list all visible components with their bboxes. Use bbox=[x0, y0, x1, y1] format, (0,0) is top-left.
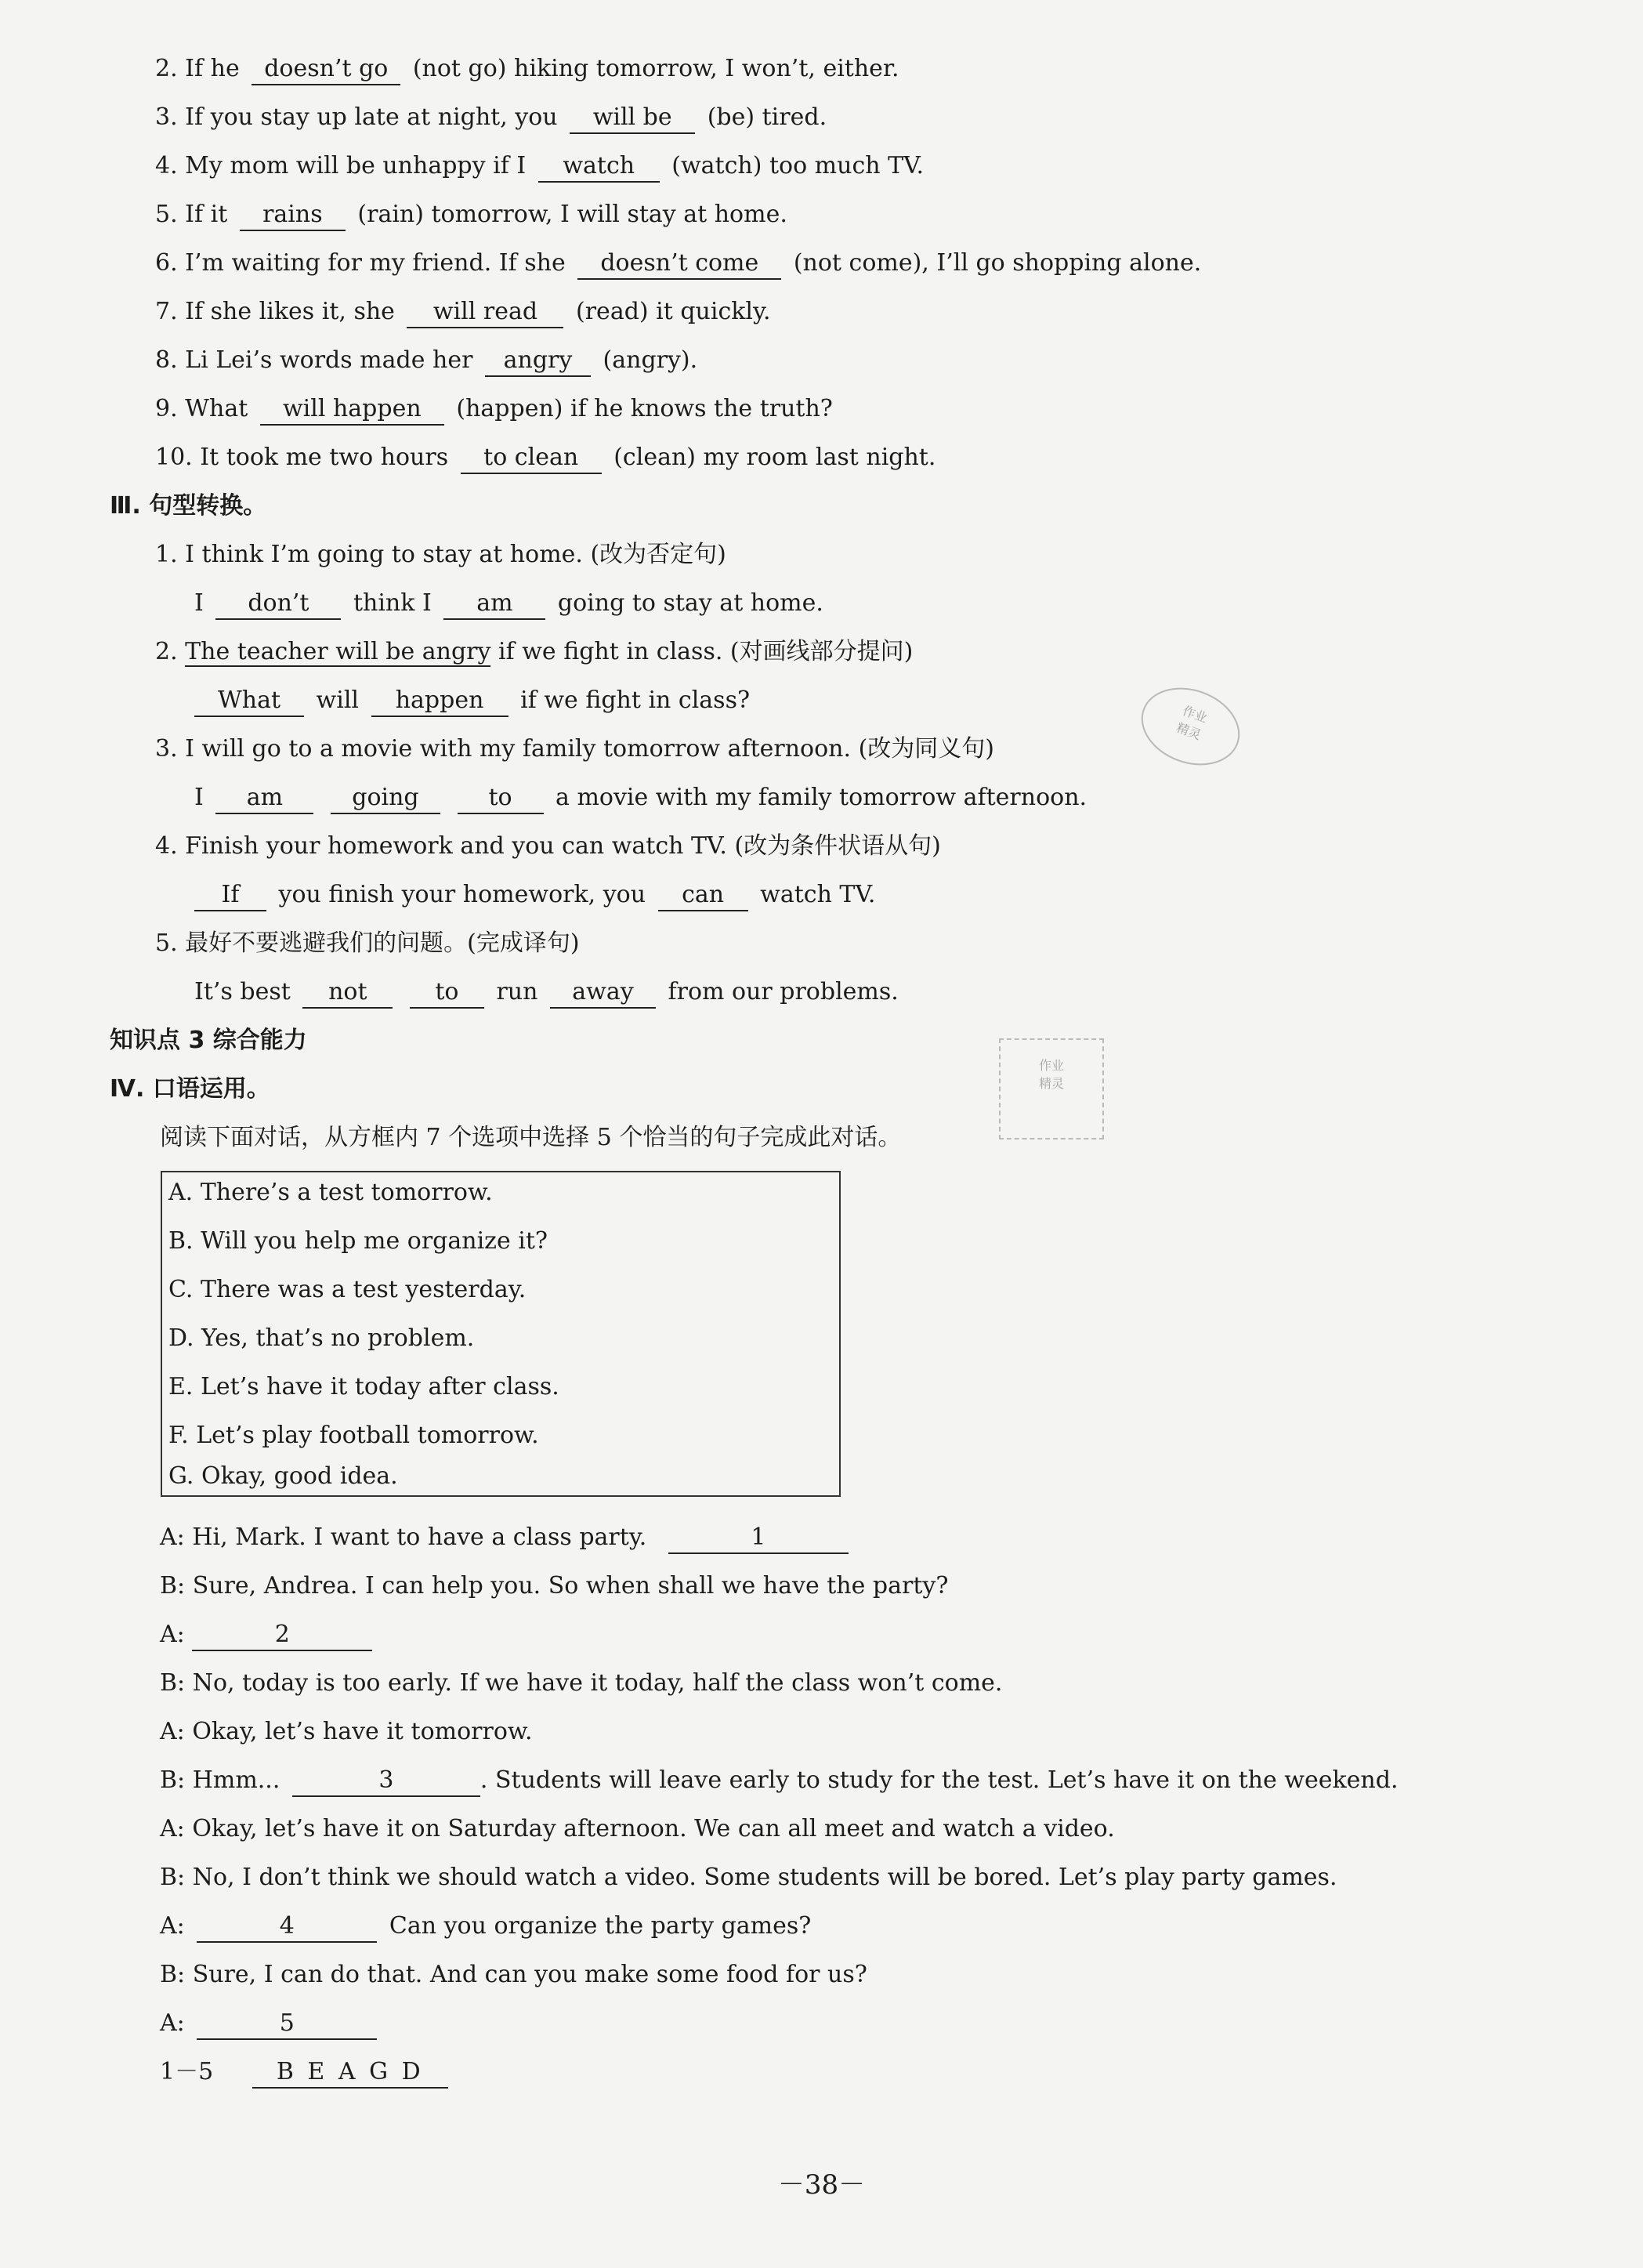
answer-blank: am bbox=[215, 783, 313, 814]
dialogue-line-6: B: Hmm... 3 . Students will leave early to study for the test. Let’s have it on the weekend. bbox=[160, 1763, 1398, 1798]
answer-blank-1: 1 bbox=[668, 1523, 849, 1554]
answer-blank: to bbox=[458, 783, 544, 814]
answer-blank: not bbox=[302, 977, 393, 1009]
answer-blank: to clean bbox=[461, 443, 602, 474]
answer-blank: rains bbox=[240, 200, 346, 231]
answer-blank-2: 2 bbox=[192, 1620, 372, 1651]
answer-blank: happen bbox=[371, 686, 508, 717]
transform-q2-answer: What will happen if we fight in class? bbox=[194, 683, 750, 718]
dialogue-line-2: B: Sure, Andrea. I can help you. So when shall we have the party? bbox=[160, 1572, 949, 1600]
dialogue-line-5: A: Okay, let’s have it tomorrow. bbox=[160, 1718, 533, 1745]
knowledge-point-heading: 知识点 3 综合能力 bbox=[110, 1027, 307, 1054]
answer-blank-5: 5 bbox=[197, 2009, 377, 2040]
answer-blank: am bbox=[443, 589, 545, 620]
underlined-phrase: The teacher will be angry bbox=[185, 638, 491, 665]
answer-blank: doesn’t come bbox=[577, 248, 781, 280]
answer-blank: away bbox=[550, 977, 656, 1009]
exercise-item-5: 5. If it rains (rain) tomorrow, I will stay at home. bbox=[155, 197, 787, 232]
transform-q1: 1. I think I’m going to stay at home. (改为否定句) bbox=[155, 541, 726, 568]
exercise-item-4: 4. My mom will be unhappy if I watch (watch) too much TV. bbox=[155, 149, 924, 183]
answer-blank: What bbox=[194, 686, 304, 717]
transform-q5: 5. 最好不要逃避我们的问题。(完成译句) bbox=[155, 929, 580, 957]
answer-blank: will be bbox=[570, 103, 695, 134]
dialogue-line-11: A: 5 bbox=[160, 2006, 382, 2041]
exercise-item-7: 7. If she likes it, she will read (read) it quickly. bbox=[155, 295, 771, 329]
option-d: D. Yes, that’s no problem. bbox=[168, 1324, 475, 1352]
dialogue-line-7: A: Okay, let’s have it on Saturday afternoon. We can all meet and watch a video. bbox=[160, 1815, 1115, 1842]
transform-q5-answer: It’s best not to run away from our problems. bbox=[194, 975, 899, 1009]
dialogue-line-4: B: No, today is too early. If we have it today, half the class won’t come. bbox=[160, 1669, 1003, 1697]
answer-key: B E A G D bbox=[252, 2057, 448, 2089]
answer-summary: 1－5 B E A G D bbox=[160, 2055, 453, 2089]
page-number: －38－ bbox=[777, 2169, 866, 2201]
watermark-stamp: 作业 精灵 bbox=[999, 1038, 1104, 1139]
answer-blank: watch bbox=[538, 151, 660, 183]
transform-q4: 4. Finish your homework and you can watch TV. (改为条件状语从句) bbox=[155, 832, 941, 860]
option-f: F. Let’s play football tomorrow. bbox=[168, 1422, 539, 1449]
option-b: B. Will you help me organize it? bbox=[168, 1227, 548, 1255]
answer-blank: going bbox=[331, 783, 440, 814]
answer-blank-4: 4 bbox=[197, 1911, 377, 1943]
answer-blank: can bbox=[658, 880, 748, 911]
dialogue-line-10: B: Sure, I can do that. And can you make some food for us? bbox=[160, 1961, 867, 1988]
option-a: A. There’s a test tomorrow. bbox=[168, 1179, 493, 1206]
answer-blank: will happen bbox=[260, 394, 444, 426]
answer-blank: doesn’t go bbox=[252, 54, 400, 85]
option-e: E. Let’s have it today after class. bbox=[168, 1373, 559, 1400]
answer-blank: If bbox=[194, 880, 266, 911]
section-4-instruction: 阅读下面对话，从方框内 7 个选项中选择 5 个恰当的句子完成此对话。 bbox=[160, 1124, 902, 1151]
option-c: C. There was a test yesterday. bbox=[168, 1276, 527, 1303]
exercise-item-10: 10. It took me two hours to clean (clean) my room last night. bbox=[155, 440, 935, 475]
section-3-heading: Ⅲ. 句型转换。 bbox=[110, 492, 267, 520]
option-g: G. Okay, good idea. bbox=[168, 1462, 398, 1490]
answer-blank: angry bbox=[485, 346, 591, 377]
answer-blank: to bbox=[410, 977, 484, 1009]
options-box bbox=[161, 1171, 841, 1497]
transform-q4-answer: If you finish your homework, you can watch TV. bbox=[194, 878, 875, 912]
exercise-item-6: 6. I’m waiting for my friend. If she doesn’t come (not come), I’ll go shopping alone. bbox=[155, 246, 1201, 281]
transform-q2: 2. The teacher will be angry if we fight in class. (对画线部分提问) bbox=[155, 638, 914, 665]
dialogue-line-9: A: 4 Can you organize the party games? bbox=[160, 1909, 811, 1944]
exercise-item-8: 8. Li Lei’s words made her angry (angry). bbox=[155, 343, 697, 378]
watermark-stamp: 作业 精灵 bbox=[1131, 675, 1250, 778]
exercise-item-2: 2. If he doesn’t go (not go) hiking tomorrow, I won’t, either. bbox=[155, 52, 899, 86]
answer-blank: don’t bbox=[215, 589, 341, 620]
answer-blank: will read bbox=[407, 297, 563, 328]
exercise-item-9: 9. What will happen (happen) if he knows the truth? bbox=[155, 392, 833, 426]
answer-blank-3: 3 bbox=[292, 1766, 480, 1797]
transform-q3-answer: I am going to a movie with my family tomorrow afternoon. bbox=[194, 781, 1087, 815]
exercise-item-3: 3. If you stay up late at night, you will be (be) tired. bbox=[155, 100, 827, 135]
dialogue-line-3: A: 2 bbox=[160, 1618, 377, 1652]
dialogue-line-8: B: No, I don’t think we should watch a video. Some students will be bored. Let’s play party games. bbox=[160, 1864, 1337, 1891]
transform-q3: 3. I will go to a movie with my family tomorrow afternoon. (改为同义句) bbox=[155, 735, 994, 763]
transform-q1-answer: I don’t think I am going to stay at home. bbox=[194, 586, 823, 621]
dialogue-line-1: A: Hi, Mark. I want to have a class party. 1 bbox=[160, 1520, 853, 1555]
section-4-heading: Ⅳ. 口语运用。 bbox=[110, 1075, 270, 1103]
